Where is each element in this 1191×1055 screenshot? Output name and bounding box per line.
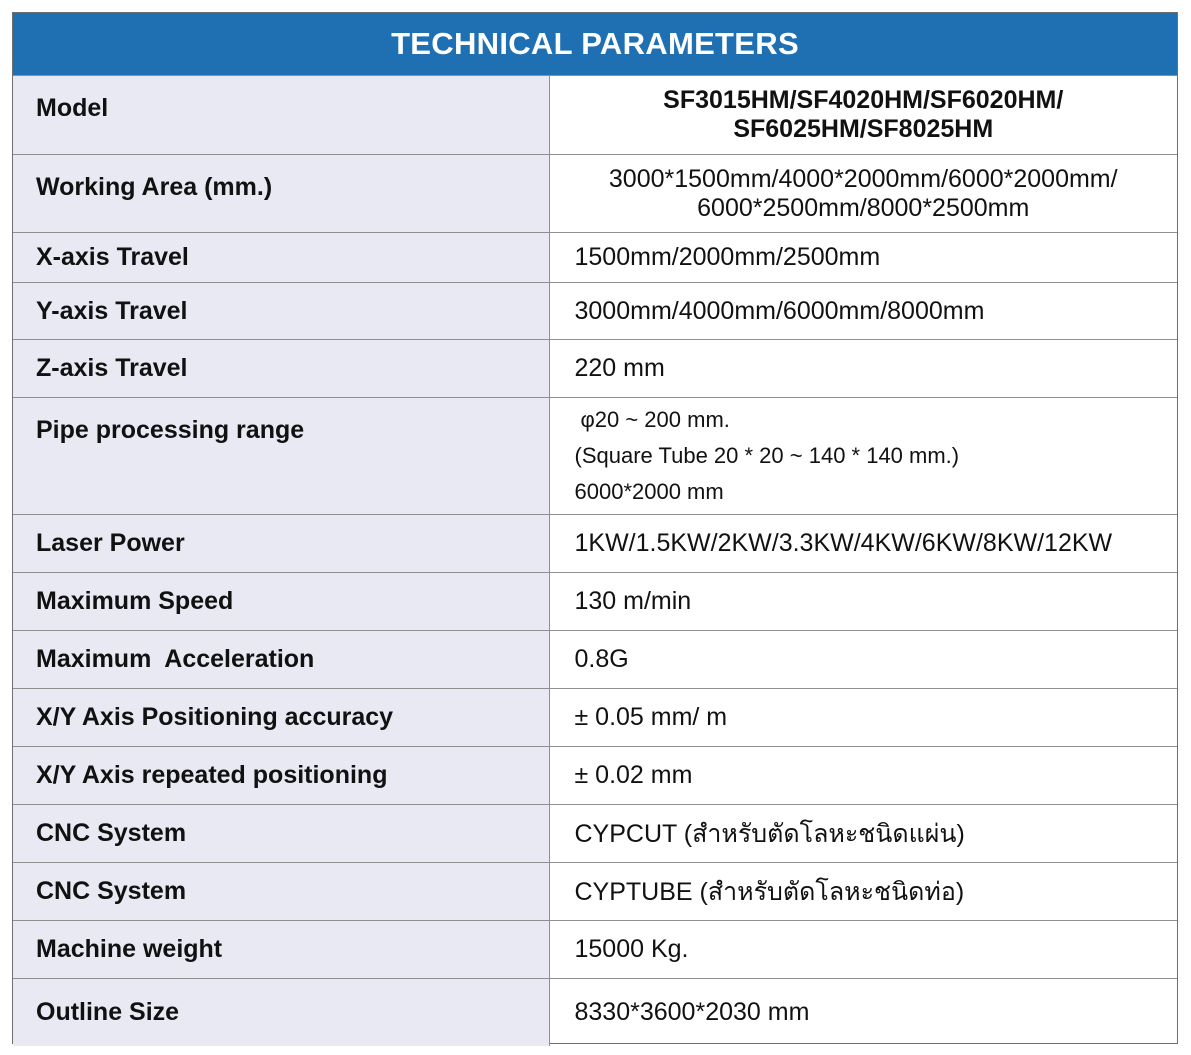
row-value-max-speed: 130 m/min — [549, 573, 1177, 631]
row-label-working-area: Working Area (mm.) — [13, 155, 549, 233]
row-value-z-axis: 220 mm — [549, 340, 1177, 398]
row-label-outline-size: Outline Size — [13, 979, 549, 1046]
row-label-repeated-positioning: X/Y Axis repeated positioning — [13, 747, 549, 805]
row-label-model: Model — [13, 76, 549, 155]
row-value-max-acceleration: 0.8G — [549, 631, 1177, 689]
working-area-line-2: 6000*2500mm/8000*2500mm — [697, 193, 1030, 222]
table-title: TECHNICAL PARAMETERS — [13, 13, 1177, 75]
table-row — [13, 921, 1177, 979]
row-label-pipe-range: Pipe processing range — [13, 398, 549, 515]
row-value-y-axis: 3000mm/4000mm/6000mm/8000mm — [549, 283, 1177, 340]
table-row — [13, 689, 1177, 747]
table-row — [13, 747, 1177, 805]
row-label-x-axis: X-axis Travel — [13, 233, 549, 283]
row-label-laser-power: Laser Power — [13, 515, 549, 573]
pipe-range-line-1: φ20 ~ 200 mm. — [580, 407, 730, 432]
row-value-outline-size: 8330*3600*2030 mm — [549, 979, 1177, 1046]
table-row — [13, 155, 1177, 233]
row-label-max-speed: Maximum Speed — [13, 573, 549, 631]
row-label-max-acceleration: Maximum Acceleration — [13, 631, 549, 689]
row-label-cnc-system-tube: CNC System — [13, 863, 549, 921]
row-value-cnc-system-tube: CYPTUBE (สำหรับตัดโลหะชนิดท่อ) — [549, 863, 1177, 921]
row-label-z-axis: Z-axis Travel — [13, 340, 549, 398]
table-row — [13, 398, 1177, 515]
row-label-y-axis: Y-axis Travel — [13, 283, 549, 340]
table-row — [13, 76, 1177, 155]
table-row — [13, 805, 1177, 863]
table-row — [13, 233, 1177, 283]
model-line-2: SF6025HM/SF8025HM — [733, 115, 994, 143]
row-value-machine-weight: 15000 Kg. — [549, 921, 1177, 979]
model-line-1: SF3015HM/SF4020HM/SF6020HM/ — [663, 86, 1064, 114]
technical-parameters-table — [12, 12, 1178, 1044]
pipe-range-line-3: 6000*2000 mm — [574, 479, 724, 504]
row-label-cnc-system-cut: CNC System — [13, 805, 549, 863]
table-row — [13, 631, 1177, 689]
table-row — [13, 979, 1177, 1046]
parameters-grid — [13, 75, 1177, 1046]
row-value-x-axis: 1500mm/2000mm/2500mm — [549, 233, 1177, 283]
row-value-working-area — [549, 155, 1177, 233]
row-value-positioning-accuracy: ± 0.05 mm/ m — [549, 689, 1177, 747]
table-row — [13, 515, 1177, 573]
row-label-positioning-accuracy: X/Y Axis Positioning accuracy — [13, 689, 549, 747]
row-value-repeated-positioning: ± 0.02 mm — [549, 747, 1177, 805]
working-area-line-1: 3000*1500mm/4000*2000mm/6000*2000mm/ — [608, 164, 1118, 193]
table-row — [13, 283, 1177, 340]
table-row — [13, 863, 1177, 921]
row-label-machine-weight: Machine weight — [13, 921, 549, 979]
table-row — [13, 340, 1177, 398]
pipe-range-line-2: (Square Tube 20 * 20 ~ 140 * 140 mm.) — [574, 443, 960, 468]
row-value-pipe-range — [549, 398, 1177, 515]
row-value-cnc-system-cut: CYPCUT (สำหรับตัดโลหะชนิดแผ่น) — [549, 805, 1177, 863]
row-value-laser-power: 1KW/1.5KW/2KW/3.3KW/4KW/6KW/8KW/12KW — [549, 515, 1177, 573]
row-value-model — [549, 76, 1177, 155]
table-row — [13, 573, 1177, 631]
